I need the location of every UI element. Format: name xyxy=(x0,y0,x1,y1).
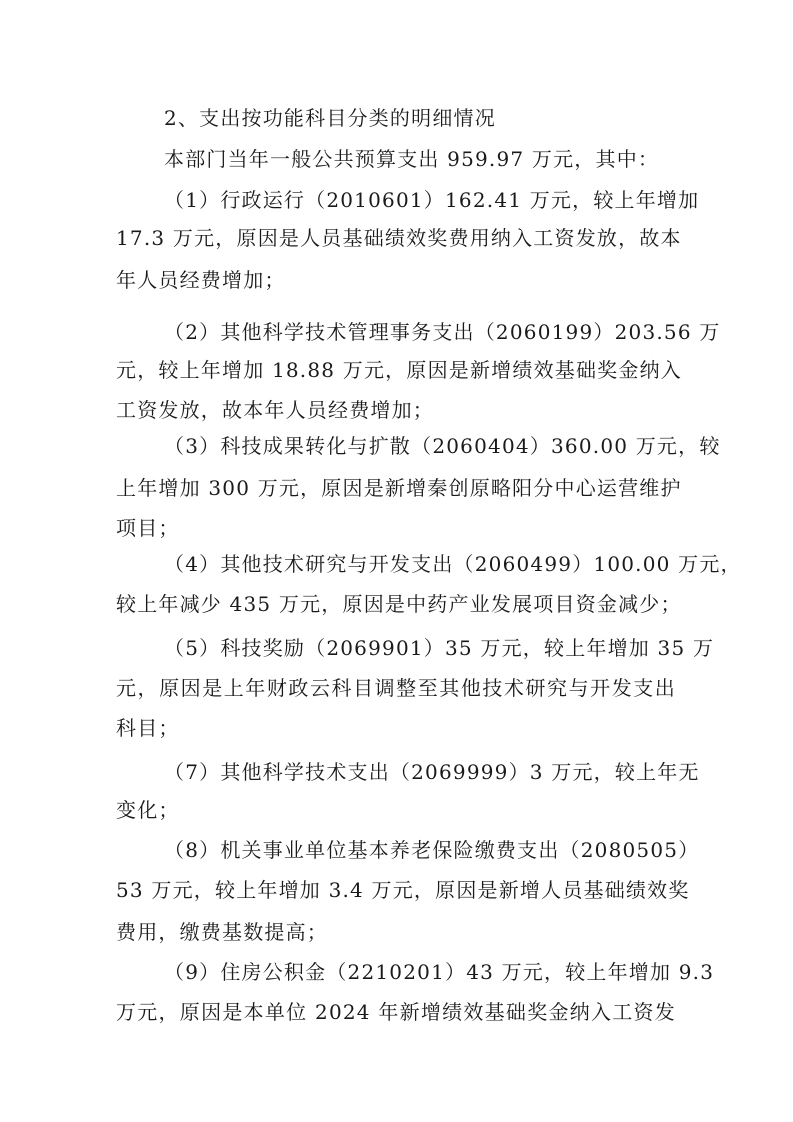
item-1-line-3: 年人员经费增加； xyxy=(116,268,286,292)
item-7-line-1: （7）其他科学技术支出（2069999）3 万元，较上年无 xyxy=(164,760,700,784)
item-9-line-2: 万元，原因是本单位 2024 年新增绩效基础奖金纳入工资发 xyxy=(116,1000,676,1024)
item-8-line-1: （8）机关事业单位基本养老保险缴费支出（2080505） xyxy=(164,838,700,862)
item-3-line-3: 项目； xyxy=(116,516,180,540)
item-5-line-1: （5）科技奖励（2069901）35 万元，较上年增加 35 万 xyxy=(164,636,715,660)
item-7-line-2: 变化； xyxy=(116,798,180,822)
item-8-line-2: 53 万元，较上年增加 3.4 万元，原因是新增人员基础绩效奖 xyxy=(116,878,690,902)
item-4-line-1: （4）其他技术研究与开发支出（2060499）100.00 万元， xyxy=(164,552,742,576)
item-8-line-3: 费用，缴费基数提高； xyxy=(116,920,328,944)
item-5-line-3: 科目； xyxy=(116,716,180,740)
item-5-line-2: 元，原因是上年财政云科目调整至其他技术研究与开发支出 xyxy=(116,676,676,700)
item-9-line-1: （9）住房公积金（2210201）43 万元，较上年增加 9.3 xyxy=(164,960,715,984)
item-3-line-2: 上年增加 300 万元，原因是新增秦创原略阳分中心运营维护 xyxy=(116,476,682,500)
item-1-line-2: 17.3 万元，原因是人员基础绩效奖费用纳入工资发放，故本 xyxy=(116,226,682,250)
item-1-line-1: （1）行政运行（2010601）162.41 万元，较上年增加 xyxy=(164,188,700,212)
section-heading: 2、支出按功能科目分类的明细情况 xyxy=(164,106,496,130)
item-4-line-2: 较上年减少 435 万元，原因是中药产业发展项目资金减少； xyxy=(116,592,682,616)
item-3-line-1: （3）科技成果转化与扩散（2060404）360.00 万元，较 xyxy=(164,434,721,458)
item-2-line-1: （2）其他科学技术管理事务支出（2060199）203.56 万 xyxy=(164,320,721,344)
item-2-line-3: 工资发放，故本年人员经费增加； xyxy=(116,398,434,422)
intro-paragraph: 本部门当年一般公共预算支出 959.97 万元，其中： xyxy=(164,147,660,171)
item-2-line-2: 元，较上年增加 18.88 万元，原因是新增绩效基础奖金纳入 xyxy=(116,358,682,382)
